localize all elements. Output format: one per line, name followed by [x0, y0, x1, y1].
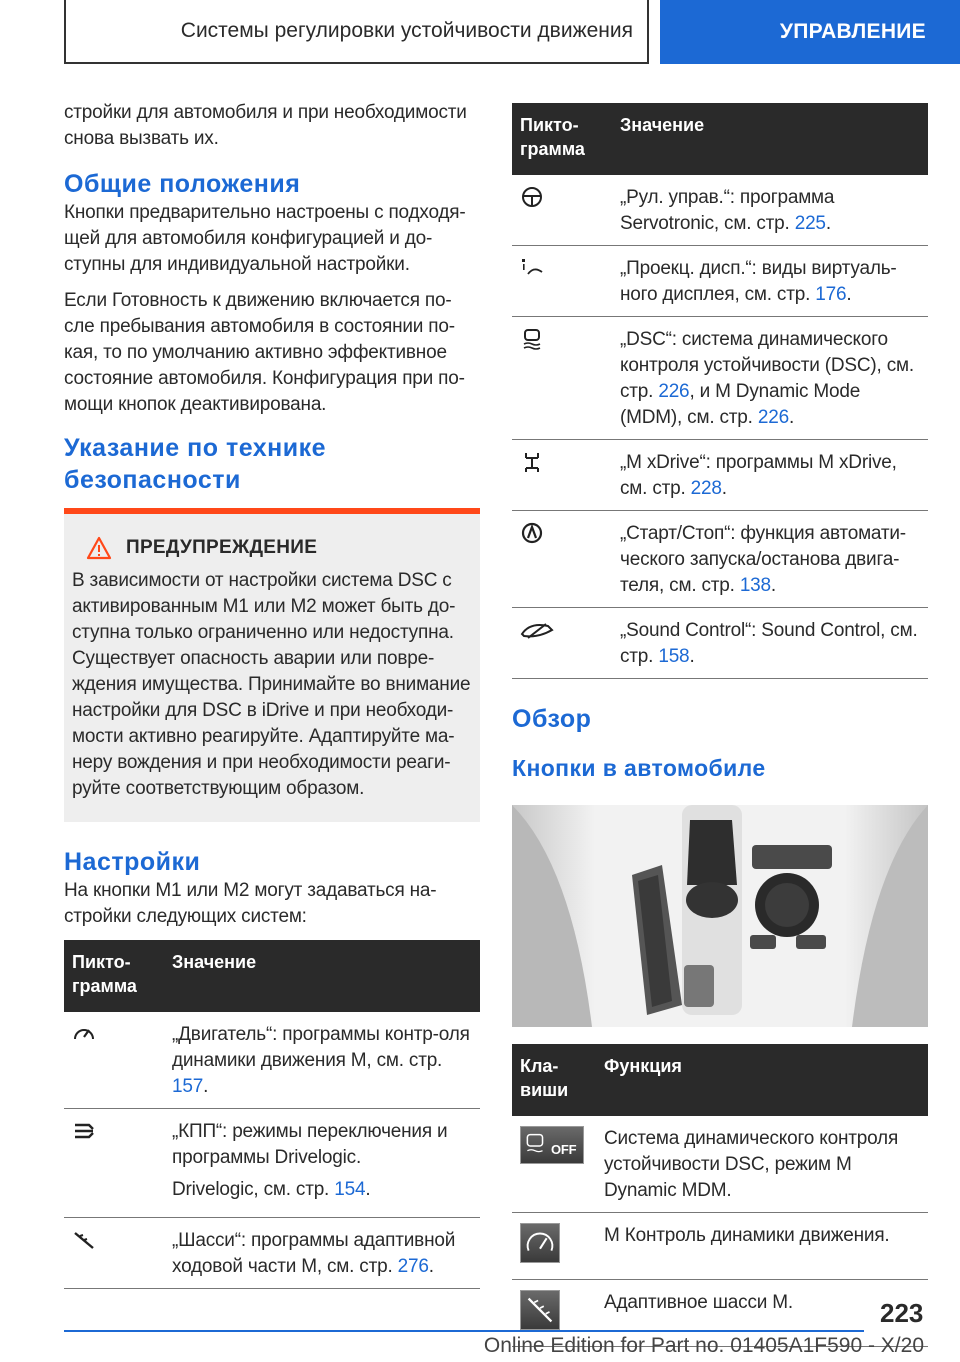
- table-header-row: [64, 940, 480, 1012]
- warning-text: В зависимости от настройки система DSC с активированным M1 или M2 может быть до-ступна только ограниченно или недоступна. Существует опасность аварии или повре-ждения имущества. Принимайте во внимание настройки для DSC в iDrive и при необходи-мости активно реагируйте. Адаптируйте ма-неру вождения и при необходимости реаги-руйте соответствующим образом.: [72, 570, 471, 799]
- col-pictogram: Пикто-грамма: [512, 103, 612, 175]
- gearbox-icon: [72, 1119, 96, 1143]
- adaptive-suspension-button-icon: [520, 1290, 560, 1330]
- row-text: „Проекц. дисп.“: виды виртуаль-ного дисплея, см. стр.: [620, 258, 897, 305]
- dsc-off-button-icon: [520, 1126, 584, 1164]
- page-link[interactable]: 176: [815, 284, 847, 305]
- row-text: M Контроль динамики движения.: [604, 1225, 890, 1246]
- dynamic-control-button-icon: [520, 1223, 560, 1263]
- row-text: „КПП“: режимы переключения и программы Drivelogic.: [172, 1121, 448, 1168]
- footer-edition: Online Edition for Part no. 01405A1F590 - X/20: [483, 1334, 924, 1357]
- heading-safety: Указание по технике безопасности: [64, 434, 327, 494]
- page-link[interactable]: 157: [172, 1076, 204, 1097]
- table-row: „Sound Control“: Sound Control, см. стр. 158.: [512, 608, 928, 679]
- settings-paragraph: На кнопки M1 или M2 могут задаваться на-стройки следующих систем:: [64, 880, 437, 927]
- heading-buttons: Кнопки в автомобиле: [512, 755, 766, 781]
- row-text: „Двигатель“: программы контр-оля динамики движения M, см. стр.: [172, 1024, 470, 1071]
- left-column: [64, 100, 480, 1289]
- col-meaning: Значение: [164, 940, 480, 1012]
- warning-title: ПРЕДУПРЕЖДЕНИЕ: [126, 537, 318, 558]
- table-row: „M xDrive“: программы M xDrive, см. стр. 228.: [512, 440, 928, 511]
- page-number: 223: [880, 1298, 924, 1328]
- table-header-row: [512, 103, 928, 175]
- table-row: „Рул. управ.“: программа Servotronic, см. стр. 225.: [512, 175, 928, 246]
- page-link[interactable]: 225: [794, 213, 826, 234]
- settings-table-left: [64, 940, 480, 1289]
- page-link[interactable]: 226: [757, 407, 789, 428]
- row-text: „M xDrive“: программы M xDrive, см. стр.: [620, 452, 897, 499]
- table-row: „КПП“: режимы переключения и программы Drivelogic. Drivelogic, см. стр. 154.: [64, 1109, 480, 1218]
- general-paragraph-1: Кнопки предварительно настроены с подходя-щей для автомобиля конфигурацией и до-ступны для индивидуальной настройки.: [64, 202, 466, 275]
- buttons-table: [512, 1044, 928, 1347]
- row-text: „Шасси“: программы адаптивной ходовой части M, см. стр.: [172, 1230, 456, 1277]
- running-header: [64, 0, 649, 64]
- heading-settings: Настройки: [64, 848, 201, 876]
- head-up-display-icon: [520, 256, 544, 280]
- engine-gauge-icon: [72, 1022, 96, 1046]
- heading-general: Общие положения: [64, 170, 301, 198]
- general-paragraph-2: Если Готовность к движению включается по-сле пребывания автомобиля в состоянии по-кая, то по умолчанию активно эффективное состояние автомобиля. Конфигурация при по-мощи кнопок деактивирована.: [64, 290, 465, 415]
- sound-control-icon: [520, 618, 554, 642]
- table-row: [512, 1116, 928, 1213]
- row-text: „Старт/Стоп“: функция автомати-ческого запуска/останова двига-теля, см. стр.: [620, 523, 906, 596]
- row-text: „DSC“: система динамического контроля устойчивости (DSC), см. стр.: [620, 329, 914, 402]
- chassis-icon: [72, 1228, 96, 1252]
- row-text: „Sound Control“: Sound Control, см. стр.: [620, 620, 918, 667]
- xdrive-icon: [520, 450, 544, 474]
- table-row: „Старт/Стоп“: функция автомати-ческого запуска/останова двига-теля, см. стр. 138.: [512, 511, 928, 608]
- section-title: Системы регулировки устойчивости движения: [180, 19, 633, 42]
- table-row: „Проекц. дисп.“: виды виртуаль-ного дисплея, см. стр. 176.: [512, 246, 928, 317]
- intro-text: стройки для автомобиля и при необходимости снова вызвать их.: [64, 102, 467, 149]
- page-link[interactable]: 276: [397, 1256, 429, 1277]
- heading-overview: Обзор: [512, 705, 592, 733]
- table-row: „Двигатель“: программы контр-оля динамики движения M, см. стр. 157.: [64, 1012, 480, 1109]
- right-column: [512, 103, 928, 1347]
- table-header-row: [512, 1044, 928, 1116]
- col-function: Функция: [596, 1044, 928, 1116]
- row-text: „Рул. управ.“: программа Servotronic, см. стр.: [620, 187, 835, 234]
- page-link[interactable]: 154: [334, 1179, 366, 1200]
- settings-table-right: [512, 103, 928, 679]
- chapter-title: УПРАВЛЕНИЕ: [779, 20, 926, 43]
- warning-triangle-icon: [86, 536, 112, 560]
- warning-box: [64, 508, 480, 822]
- row-text: Система динамического контроля устойчивости DSC, режим M Dynamic MDM.: [604, 1128, 899, 1201]
- start-stop-icon: [520, 521, 544, 545]
- steering-wheel-icon: [520, 185, 544, 209]
- table-row: „DSC“: система динамического контроля устойчивости (DSC), см. стр. 226, и M Dynamic Mode (MDM), см. стр. 226.: [512, 317, 928, 440]
- page-link[interactable]: 226: [658, 381, 690, 402]
- row-text: Адаптивное шасси M.: [604, 1292, 793, 1313]
- dsc-off-key-label: OFF: [551, 1142, 577, 1157]
- dsc-icon: [520, 327, 544, 351]
- table-row: „Шасси“: программы адаптивной ходовой части M, см. стр. 276.: [64, 1218, 480, 1289]
- table-row: [512, 1213, 928, 1280]
- page-link[interactable]: 228: [690, 478, 722, 499]
- footer-rule: [64, 1330, 864, 1332]
- col-meaning: Значение: [612, 103, 928, 175]
- page-link[interactable]: 158: [658, 646, 690, 667]
- col-keys: Кла-виши: [512, 1044, 596, 1116]
- center-console-photo: [512, 805, 928, 1027]
- page-link[interactable]: 138: [739, 575, 771, 596]
- col-pictogram: Пикто-грамма: [64, 940, 164, 1012]
- chapter-tab: [660, 0, 960, 64]
